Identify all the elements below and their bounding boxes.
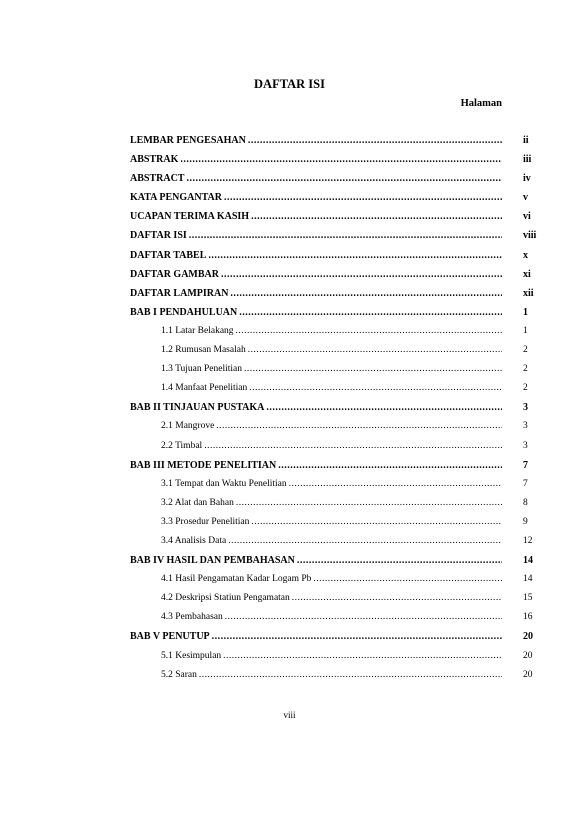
- toc-entry: [130, 303, 502, 322]
- dot-leader: [204, 437, 502, 456]
- toc-chapter-row: [0, 207, 579, 226]
- toc-entry: [161, 437, 502, 456]
- toc-page-number: 16: [523, 612, 533, 623]
- toc-chapter-row: [0, 150, 579, 169]
- toc-entry: [130, 207, 502, 226]
- toc-section-row: [0, 570, 579, 589]
- toc-page-number: 2: [523, 383, 528, 394]
- toc-entry-label: BAB V PENUTUP: [130, 627, 212, 646]
- toc-entry-label: 1.4 Manfaat Penelitian: [161, 379, 249, 398]
- toc-entry: [161, 379, 502, 398]
- toc-page-number: 2: [523, 345, 528, 356]
- toc-page-number: 7: [523, 459, 528, 471]
- toc-entry-label: 3.2 Alat dan Bahan: [161, 494, 236, 513]
- toc-entry-label: 4.3 Pembahasan: [161, 608, 225, 627]
- dot-leader: [224, 188, 502, 207]
- dot-leader: [292, 589, 502, 608]
- dot-leader: [236, 322, 502, 341]
- toc-entry-label: 3.1 Tempat dan Waktu Penelitian: [161, 475, 289, 494]
- dot-leader: [251, 513, 502, 532]
- toc-entry-label: BAB III METODE PENELITIAN: [130, 456, 278, 475]
- toc-page-number: 2: [523, 364, 528, 375]
- toc-entry-label: DAFTAR LAMPIRAN: [130, 284, 230, 303]
- toc-entry-label: 5.2 Saran: [161, 666, 199, 685]
- toc-page-number: 1: [523, 306, 528, 318]
- toc-entry: [161, 341, 502, 360]
- toc-entry: [130, 131, 502, 150]
- toc-entry: [130, 169, 502, 188]
- toc-entry-label: DAFTAR TABEL: [130, 246, 208, 265]
- toc-section-row: [0, 475, 579, 494]
- toc-entry: [161, 532, 502, 551]
- toc-chapter-row: [0, 131, 579, 150]
- dot-leader: [236, 494, 502, 513]
- toc-entry-label: 2.1 Mangrove: [161, 417, 216, 436]
- toc-entry: [130, 265, 502, 284]
- dot-leader: [248, 131, 502, 150]
- toc-entry: [130, 246, 502, 265]
- dot-leader: [248, 341, 502, 360]
- toc-page-number: iv: [523, 173, 531, 185]
- toc-page-number: 9: [523, 516, 528, 527]
- toc-entry-label: 2.2 Timbal: [161, 437, 204, 456]
- toc-entry-label: LEMBAR PENGESAHAN: [130, 131, 248, 150]
- toc-section-row: [0, 494, 579, 513]
- toc-entry: [161, 417, 502, 436]
- toc-entry: [161, 322, 502, 341]
- toc-section-row: [0, 589, 579, 608]
- dot-leader: [266, 398, 502, 417]
- toc-page-number: x: [523, 249, 528, 261]
- dot-leader: [199, 666, 502, 685]
- toc-chapter-row: [0, 303, 579, 322]
- toc-chapter-row: [0, 284, 579, 303]
- toc-entry-label: 3.4 Analisis Data: [161, 532, 228, 551]
- toc-entry: [130, 226, 502, 245]
- toc-section-row: [0, 647, 579, 666]
- footer-page-number: viii: [283, 710, 296, 720]
- dot-leader: [228, 532, 502, 551]
- toc-entry-label: 1.2 Rumusan Masalah: [161, 341, 248, 360]
- toc-entry-label: UCAPAN TERIMA KASIH: [130, 207, 251, 226]
- toc-section-row: [0, 379, 579, 398]
- dot-leader: [186, 169, 502, 188]
- toc-entry-label: ABSTRAK: [130, 150, 180, 169]
- toc-page-number: 20: [523, 631, 533, 643]
- toc-entry-label: DAFTAR GAMBAR: [130, 265, 221, 284]
- dot-leader: [289, 475, 502, 494]
- toc-page-number: 8: [523, 497, 528, 508]
- toc-entry: [161, 589, 502, 608]
- toc-section-row: [0, 513, 579, 532]
- dot-leader: [225, 608, 502, 627]
- toc-section-row: [0, 341, 579, 360]
- page-column-header: Halaman: [460, 98, 502, 109]
- toc-page-number: 15: [523, 593, 533, 604]
- dot-leader: [230, 284, 502, 303]
- toc-entry-label: BAB II TINJAUAN PUSTAKA: [130, 398, 266, 417]
- toc-page-number: 12: [523, 535, 533, 546]
- toc-entry: [161, 647, 502, 666]
- toc-entry: [161, 608, 502, 627]
- toc-entry: [161, 570, 502, 589]
- toc-page-number: 7: [523, 478, 528, 489]
- toc-entry: [161, 513, 502, 532]
- toc-entry-label: KATA PENGANTAR: [130, 188, 224, 207]
- toc-page-number: 3: [523, 440, 528, 451]
- toc-entry: [161, 666, 502, 685]
- toc-chapter-row: [0, 226, 579, 245]
- table-of-contents: [0, 131, 579, 685]
- toc-entry-label: 5.1 Kesimpulan: [161, 647, 223, 666]
- toc-page-number: 20: [523, 650, 533, 661]
- toc-entry-label: BAB IV HASIL DAN PEMBAHASAN: [130, 551, 297, 570]
- toc-section-row: [0, 417, 579, 436]
- toc-chapter-row: [0, 456, 579, 475]
- toc-entry: [130, 398, 502, 417]
- toc-entry: [130, 456, 502, 475]
- dot-leader: [278, 456, 502, 475]
- toc-page-number: 1: [523, 325, 528, 336]
- toc-entry: [130, 551, 502, 570]
- dot-leader: [216, 417, 502, 436]
- toc-page-number: iii: [523, 154, 532, 166]
- dot-leader: [244, 360, 502, 379]
- toc-chapter-row: [0, 265, 579, 284]
- toc-page-number: xi: [523, 268, 531, 280]
- toc-section-row: [0, 608, 579, 627]
- toc-entry: [130, 150, 502, 169]
- dot-leader: [249, 379, 502, 398]
- toc-section-row: [0, 437, 579, 456]
- toc-entry: [161, 360, 502, 379]
- dot-leader: [239, 303, 502, 322]
- toc-entry-label: 1.1 Latar Belakang: [161, 322, 236, 341]
- toc-section-row: [0, 360, 579, 379]
- dot-leader: [223, 647, 502, 666]
- toc-section-row: [0, 532, 579, 551]
- toc-entry: [130, 188, 502, 207]
- toc-section-row: [0, 666, 579, 685]
- toc-entry-label: 4.2 Deskripsi Statiun Pengamatan: [161, 589, 292, 608]
- toc-page-number: 3: [523, 402, 528, 414]
- dot-leader: [251, 207, 502, 226]
- toc-entry: [161, 494, 502, 513]
- toc-page-number: ii: [523, 135, 529, 146]
- page-title: DAFTAR ISI: [254, 77, 325, 91]
- toc-entry-label: 3.3 Prosedur Penelitian: [161, 513, 251, 532]
- toc-entry-label: 4.1 Hasil Pengamatan Kadar Logam Pb: [161, 570, 313, 589]
- toc-chapter-row: [0, 169, 579, 188]
- dot-leader: [221, 265, 502, 284]
- dot-leader: [189, 226, 502, 245]
- toc-page-number: 14: [523, 574, 533, 585]
- toc-entry-label: ABSTRACT: [130, 169, 186, 188]
- toc-page-number: 20: [523, 669, 533, 680]
- toc-page-number: v: [523, 192, 528, 204]
- toc-entry-label: 1.3 Tujuan Penelitian: [161, 360, 244, 379]
- toc-chapter-row: [0, 188, 579, 207]
- toc-page-number: 14: [523, 555, 533, 567]
- dot-leader: [208, 246, 502, 265]
- toc-page-number: viii: [523, 230, 537, 242]
- toc-entry: [161, 475, 502, 494]
- toc-page-number: vi: [523, 211, 531, 223]
- dot-leader: [313, 570, 502, 589]
- toc-section-row: [0, 322, 579, 341]
- toc-entry: [130, 627, 502, 646]
- toc-page-number: 3: [523, 421, 528, 432]
- toc-chapter-row: [0, 551, 579, 570]
- toc-entry-label: BAB I PENDAHULUAN: [130, 303, 239, 322]
- toc-entry-label: DAFTAR ISI: [130, 226, 189, 245]
- toc-chapter-row: [0, 246, 579, 265]
- dot-leader: [297, 551, 502, 570]
- toc-chapter-row: [0, 398, 579, 417]
- dot-leader: [180, 150, 502, 169]
- dot-leader: [212, 627, 502, 646]
- toc-entry: [130, 284, 502, 303]
- toc-page-number: xii: [523, 287, 534, 299]
- toc-chapter-row: [0, 627, 579, 646]
